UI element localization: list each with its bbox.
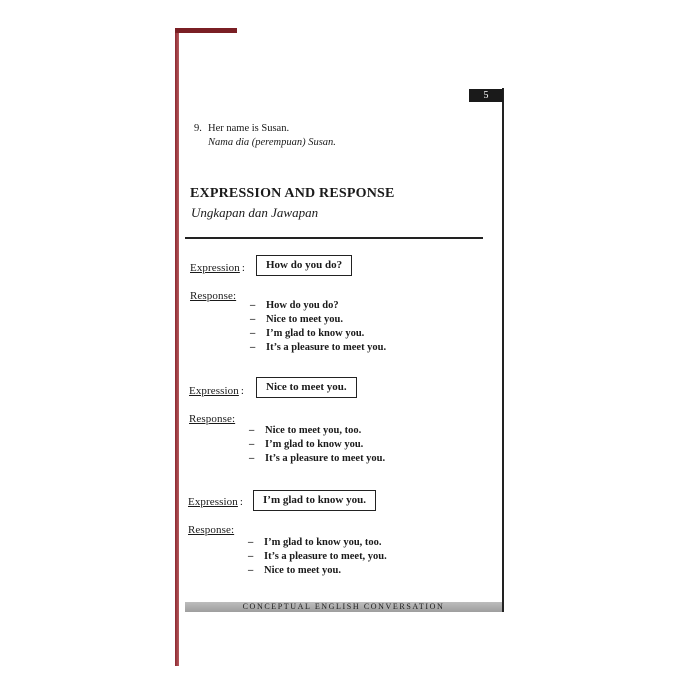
- response-item: – I’m glad to know you, too.: [248, 537, 382, 548]
- response-item: – Nice to meet you.: [248, 565, 341, 576]
- page-number: 5: [469, 89, 503, 102]
- response-item: – Nice to meet you, too.: [249, 425, 362, 436]
- page-edge-line: [502, 88, 504, 612]
- response-item: – I’m glad to know you.: [249, 439, 364, 450]
- expression-box: How do you do?: [256, 255, 352, 276]
- response-label: Response:: [189, 413, 236, 425]
- note-sentence: Her name is Susan.: [208, 123, 290, 134]
- expression-label: Expression :: [188, 496, 244, 508]
- expression-box: Nice to meet you.: [256, 377, 357, 398]
- section-title: EXPRESSION AND RESPONSE: [190, 186, 395, 201]
- section-subtitle: Ungkapan dan Jawapan: [191, 205, 319, 220]
- response-item: – I’m glad to know you.: [250, 328, 365, 339]
- note-translation: Nama dia (perempuan) Susan.: [208, 137, 336, 148]
- response-item: – It’s a pleasure to meet, you.: [248, 551, 387, 562]
- response-item: – Nice to meet you.: [250, 314, 343, 325]
- book-footer: CONCEPTUAL ENGLISH CONVERSATION: [185, 602, 502, 612]
- section-divider: [185, 237, 483, 239]
- response-list: [250, 299, 386, 355]
- response-label: Response:: [188, 524, 235, 536]
- response-label: Response:: [190, 290, 237, 302]
- response-list: [248, 536, 387, 578]
- expression-label: Expression :: [190, 262, 246, 274]
- example-note: [194, 122, 336, 150]
- expression-box: I’m glad to know you.: [253, 490, 376, 511]
- response-item: – It’s a pleasure to meet you.: [249, 453, 386, 464]
- response-list: [249, 424, 385, 466]
- note-number: 9.: [194, 123, 202, 134]
- response-item: – It’s a pleasure to meet you.: [250, 342, 387, 353]
- response-item: – How do you do?: [250, 300, 339, 311]
- expression-label: Expression :: [189, 385, 245, 397]
